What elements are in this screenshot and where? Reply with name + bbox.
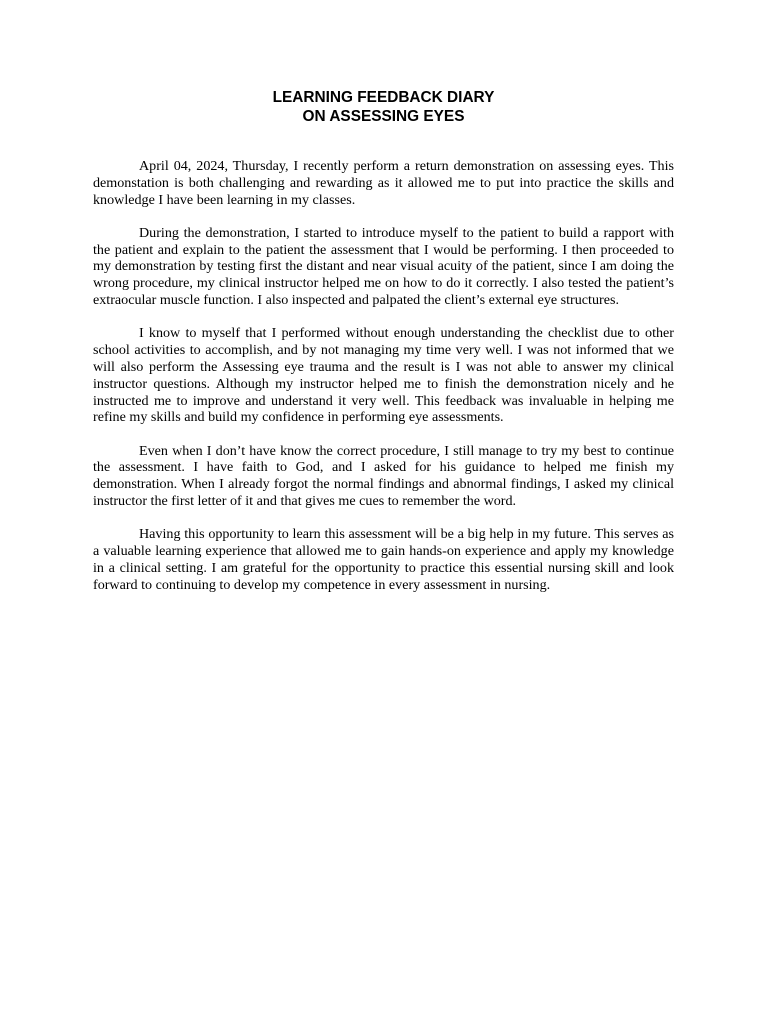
title-line-2: ON ASSESSING EYES — [302, 108, 465, 125]
paragraph-intro: April 04, 2024, Thursday, I recently perform a return demonstration on assessing eyes. This demonstation is both challenging and rewarding as it allowed me to put into practice the skills and knowledge I have been learning in my classes. — [93, 158, 674, 208]
document-page — [93, 88, 674, 610]
paragraph-reflection: I know to myself that I performed without enough understanding the checklist due to other school activities to accomplish, and by not managing my time very well. I was not informed that we will also perform the Assessing eye trauma and the result is I was not able to answer my clinical instructor questions. Although my instructor helped me to finish the demonstration nicely and he instructed me to improve and understand it very well. This feedback was invaluable in helping me refine my skills and build my confidence in performing eye assessments. — [93, 325, 674, 426]
paragraph-conclusion: Having this opportunity to learn this assessment will be a big help in my future. This serves as a valuable learning experience that allowed me to gain hands-on experience and apply my knowledge in a clinical setting. I am grateful for the opportunity to practice this essential nursing skill and look forward to continuing to develop my competence in every assessment in nursing. — [93, 526, 674, 593]
document-title — [93, 88, 674, 126]
title-line-1: LEARNING FEEDBACK DIARY — [272, 89, 495, 106]
paragraph-perseverance: Even when I don’t have know the correct procedure, I still manage to try my best to continue the assessment. I have faith to God, and I asked for his guidance to helped me finish my demonstration. When I already forgot the normal findings and abnormal findings, I asked my clinical instructor the first letter of it and that gives me cues to remember the word. — [93, 442, 674, 510]
paragraph-demonstration: During the demonstration, I started to introduce myself to the patient to build a rapport with the patient and explain to the patient the assessment that I would be performing. I then proceeded to my demonstration by testing first the distant and near visual acuity of the patient, since I am doing the wrong procedure, my clinical instructor helped me on how to do it correctly. I also tested the patient’s extraocular muscle function. I also inspected and palpated the client’s external eye structures. — [93, 224, 674, 309]
